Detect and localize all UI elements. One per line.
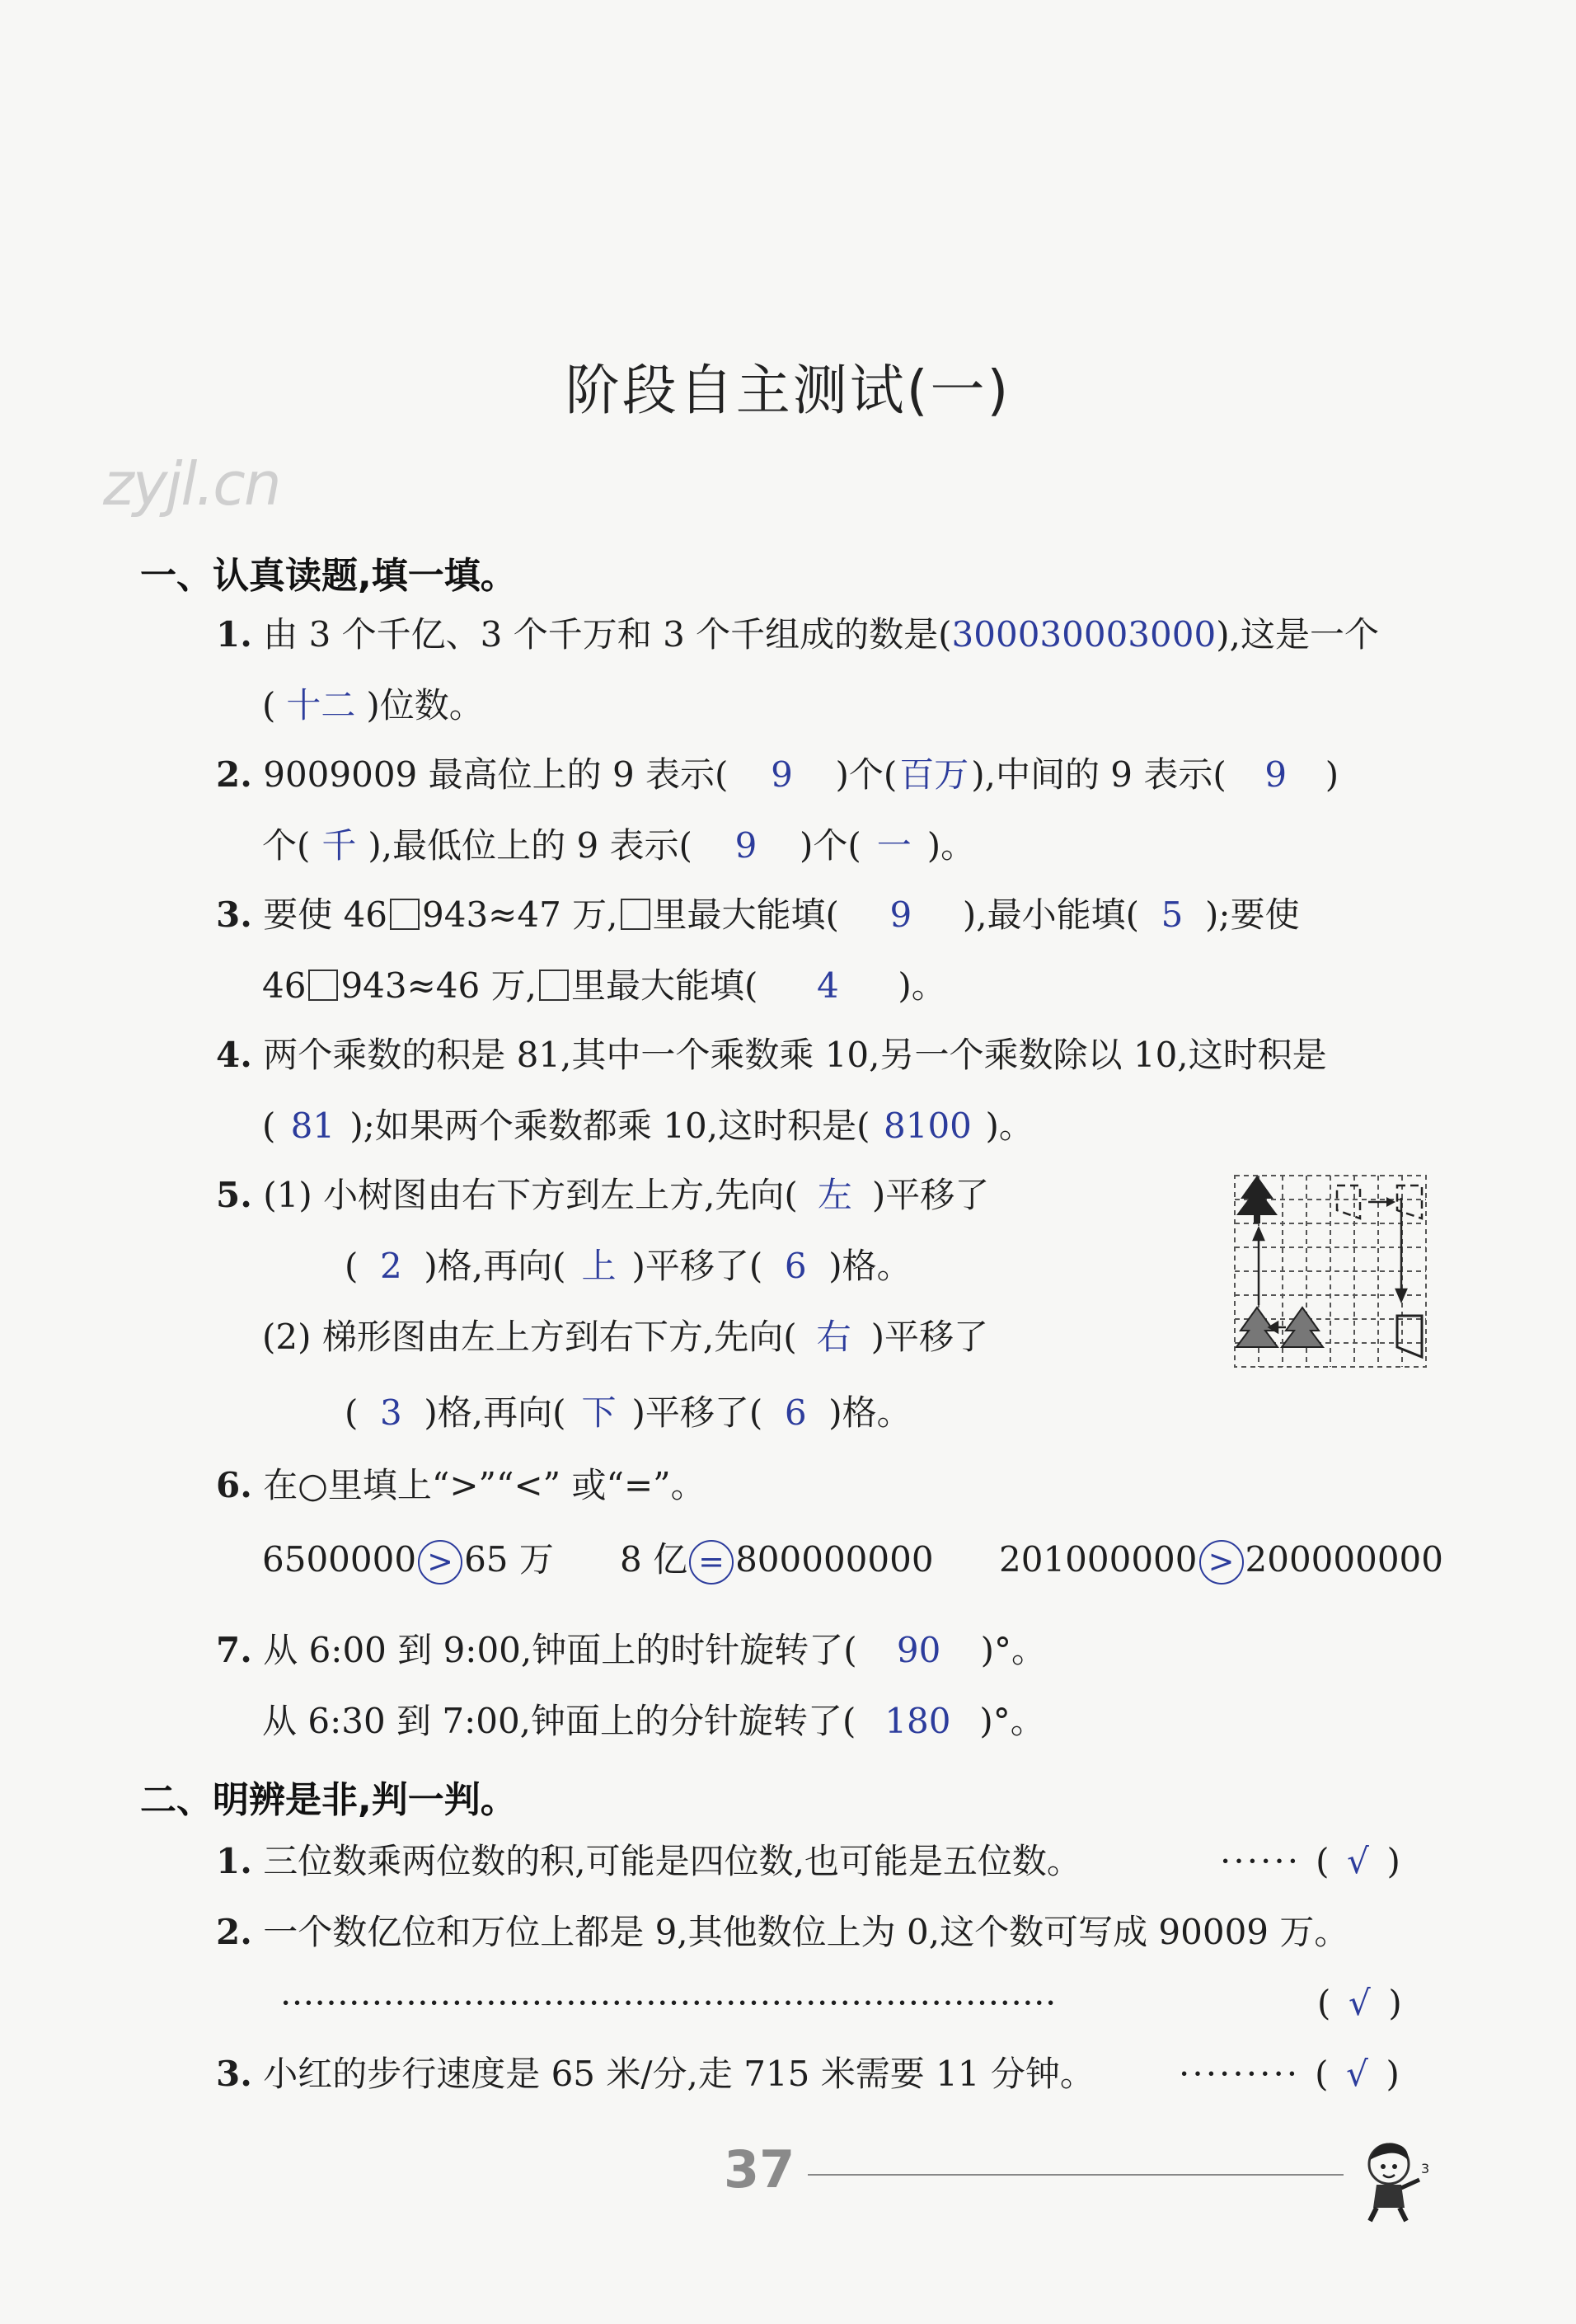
q3-text: 943≈47 万, — [422, 894, 618, 935]
leader-dots: ···································································· — [280, 1983, 1057, 2023]
svg-text:3: 3 — [1421, 2161, 1430, 2176]
q5-number: 5. — [216, 1175, 252, 1215]
q3-line-1 — [216, 890, 1300, 940]
q3-text: );要使 — [1205, 894, 1300, 935]
q6-text: 在○里填上“>”“<” 或“=”。 — [263, 1465, 706, 1505]
q3-text: 里最大能填( — [570, 965, 758, 1006]
q5-answer: 左 — [817, 1175, 852, 1215]
q1-text: ),这是一个 — [1216, 614, 1379, 655]
q2-answer: 9 — [1264, 754, 1288, 795]
paren: ) — [1386, 2054, 1400, 2094]
q5-line-1 — [216, 1171, 989, 1220]
q4-number: 4. — [216, 1035, 252, 1075]
q5-text: ( — [345, 1392, 359, 1433]
leader-dots: ······ — [1220, 1841, 1302, 1881]
q5-part-label: (1) — [263, 1175, 312, 1215]
q1-answer-digits: 十二 — [286, 685, 356, 725]
q5-answer: 下 — [581, 1392, 617, 1433]
q2-text: 9009009 最高位上的 9 表示( — [263, 754, 729, 795]
q3-text: )。 — [898, 965, 946, 1006]
j1-answer: √ — [1347, 1841, 1369, 1881]
q2-line-2 — [262, 821, 975, 871]
q1-number: 1. — [216, 614, 252, 655]
q5-text: )格。 — [828, 1246, 912, 1286]
q6-number: 6. — [216, 1465, 252, 1505]
section-2-title: 二、明辨是非,判一判。 — [140, 1779, 517, 1821]
q2-line-1 — [216, 750, 1339, 800]
q1-answer-number: 300030003000 — [951, 614, 1217, 655]
compare-circle: = — [689, 1540, 734, 1585]
paren: ) — [1388, 1983, 1402, 2023]
q4-line-1 — [216, 1031, 1327, 1080]
j2-line-2 — [280, 1979, 1057, 2028]
q3-answer: 4 — [816, 965, 839, 1006]
q5-text: 小树图由右下方到左上方,先向( — [323, 1175, 798, 1215]
q7-text: )°。 — [980, 1630, 1047, 1670]
q6-compare-1 — [262, 1535, 554, 1585]
q2-text: )个( — [799, 825, 861, 866]
q4-text: ( — [262, 1106, 276, 1146]
compare-left: 6500000 — [262, 1539, 417, 1580]
q2-text: )。 — [926, 825, 976, 866]
page-title: 阶段自主测试(一) — [565, 359, 1011, 422]
q2-answer: 9 — [771, 754, 793, 795]
q7-text: )°。 — [979, 1701, 1045, 1741]
compare-right: 65 万 — [464, 1539, 554, 1580]
blank-box — [539, 970, 569, 1001]
q5-line-3 — [262, 1312, 988, 1362]
q5-text: )平移了 — [871, 1175, 990, 1215]
watermark: zyjl.cn — [103, 449, 280, 519]
q3-line-2 — [262, 961, 946, 1011]
q5-line-4 — [345, 1388, 912, 1438]
j1-line — [216, 1837, 1081, 1886]
q7-text: 从 6:00 到 9:00,钟面上的时针旋转了( — [263, 1630, 857, 1670]
j2-text: 一个数亿位和万位上都是 9,其他数位上为 0,这个数可写成 90009 万。 — [263, 1912, 1349, 1952]
q3-text: ),最小能填( — [962, 894, 1140, 935]
q5-text: 梯形图由左上方到右下方,先向( — [321, 1317, 797, 1357]
j3-number: 3. — [216, 2054, 252, 2094]
q4-answer: 8100 — [884, 1106, 972, 1146]
q2-text: 个( — [262, 825, 311, 866]
q5-answer: 6 — [784, 1246, 807, 1286]
compare-circle: > — [418, 1540, 462, 1585]
q6-compare-2 — [620, 1535, 934, 1585]
q2-answer: 百万 — [899, 754, 969, 795]
j2-line-1 — [216, 1908, 1349, 1957]
q5-text: ( — [345, 1246, 359, 1286]
q4-text: );如果两个乘数都乘 10,这时积是( — [349, 1106, 870, 1146]
q2-answer: 千 — [321, 825, 357, 866]
q7-answer: 90 — [896, 1630, 941, 1670]
q7-text: 从 6:30 到 7:00,钟面上的分针旋转了( — [262, 1701, 856, 1741]
j3-answer-area — [1179, 2049, 1400, 2099]
q3-text: 要使 46 — [263, 894, 388, 935]
q3-text: 46 — [262, 965, 307, 1006]
j3-line — [216, 2049, 1095, 2099]
j2-answer: √ — [1349, 1983, 1371, 2023]
q3-text: 里最大能填( — [652, 894, 839, 935]
q2-answer: 一 — [876, 825, 912, 866]
q1-line-1 — [216, 610, 1379, 660]
q5-text: )平移了 — [870, 1317, 988, 1357]
q5-answer: 6 — [784, 1392, 807, 1433]
j3-text: 小红的步行速度是 65 米/分,走 715 米需要 11 分钟。 — [263, 2054, 1095, 2094]
q4-line-2 — [262, 1101, 1034, 1151]
q7-line-1 — [216, 1626, 1046, 1675]
q1-text: 由 3 个千亿、3 个千万和 3 个千组成的数是( — [263, 614, 952, 655]
q3-answer: 9 — [889, 894, 912, 935]
q3-answer: 5 — [1161, 894, 1184, 935]
q4-answer: 81 — [290, 1106, 335, 1146]
j3-answer: √ — [1346, 2054, 1368, 2094]
q3-number: 3. — [216, 894, 252, 935]
q5-text: )格,再向( — [424, 1392, 566, 1433]
q2-text: )个( — [835, 754, 898, 795]
q7-number: 7. — [216, 1630, 252, 1670]
q5-text: )平移了( — [631, 1392, 763, 1433]
blank-box — [308, 970, 338, 1001]
blank-box — [621, 899, 650, 930]
q2-number: 2. — [216, 754, 252, 795]
compare-left: 8 亿 — [620, 1539, 688, 1580]
section-1-title: 一、认真读题,填一填。 — [140, 555, 517, 597]
q4-text: )。 — [985, 1106, 1034, 1146]
q5-answer: 右 — [816, 1317, 851, 1357]
leader-dots: ········· — [1179, 2054, 1301, 2094]
q1-text: )位数。 — [366, 685, 484, 725]
q5-line-2 — [345, 1242, 912, 1291]
q1-text: ( — [262, 685, 276, 725]
q5-text: )格,再向( — [424, 1246, 566, 1286]
paren: ( — [1316, 1841, 1330, 1881]
q2-text: ),中间的 9 表示( — [971, 754, 1227, 795]
blank-box — [390, 899, 420, 930]
q6-line-1 — [216, 1461, 706, 1510]
j1-text: 三位数乘两位数的积,可能是四位数,也可能是五位数。 — [263, 1841, 1081, 1881]
j2-number: 2. — [216, 1912, 252, 1952]
j1-answer-area — [1220, 1837, 1400, 1886]
q3-text: 943≈46 万, — [340, 965, 537, 1006]
j1-number: 1. — [216, 1841, 252, 1881]
q2-answer: 9 — [734, 825, 758, 866]
paren: ( — [1315, 2054, 1329, 2094]
footer-rule — [808, 2174, 1344, 2176]
q7-answer: 180 — [884, 1701, 951, 1741]
q2-text: ),最低位上的 9 表示( — [368, 825, 692, 866]
q5-part-label: (2) — [262, 1317, 312, 1357]
page-number: 37 — [724, 2139, 795, 2200]
cartoon-mascot-icon — [1352, 2135, 1434, 2226]
compare-right: 800000000 — [735, 1539, 934, 1580]
q2-text: ) — [1325, 754, 1339, 795]
q5-answer: 上 — [581, 1246, 617, 1286]
q5-answer: 2 — [380, 1246, 402, 1286]
q5-text: )格。 — [828, 1392, 912, 1433]
paren: ) — [1386, 1841, 1400, 1881]
compare-left: 201000000 — [999, 1539, 1198, 1580]
q4-text: 两个乘数的积是 81,其中一个乘数乘 10,另一个乘数除以 10,这时积是 — [263, 1035, 1327, 1075]
q1-line-2 — [262, 681, 484, 730]
q7-line-2 — [262, 1697, 1045, 1746]
q6-compare-3 — [999, 1535, 1443, 1585]
translation-grid-figure — [1228, 1169, 1434, 1375]
compare-circle: > — [1199, 1540, 1244, 1585]
j2-answer-area — [1317, 1979, 1402, 2028]
compare-right: 200000000 — [1245, 1539, 1443, 1580]
q5-answer: 3 — [380, 1392, 402, 1433]
paren: ( — [1317, 1983, 1331, 2023]
q5-text: )平移了( — [631, 1246, 763, 1286]
